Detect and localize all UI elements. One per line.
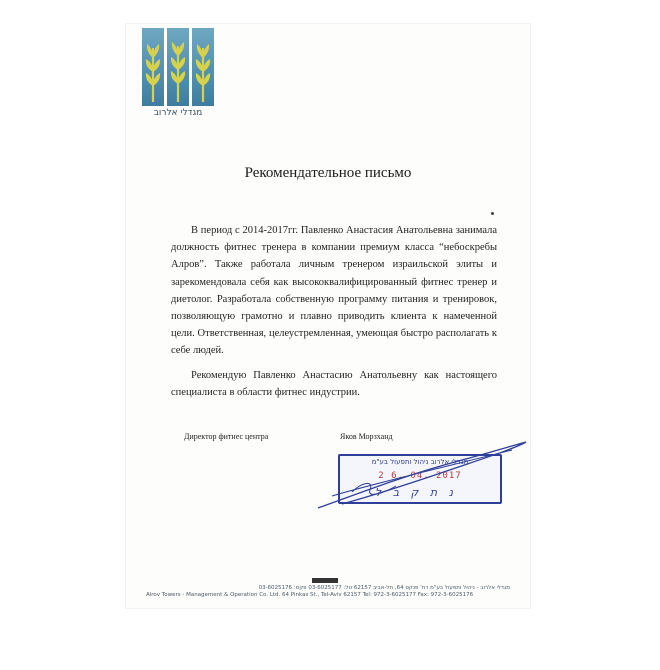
company-logo bbox=[142, 28, 214, 122]
footer-mark bbox=[312, 578, 338, 583]
letter-title: Рекомендательное письмо bbox=[244, 165, 412, 181]
wheat-icon bbox=[167, 28, 189, 106]
handwritten-signature bbox=[312, 436, 536, 516]
letter-paragraph: Рекомендую Павленко Анастасию Анатольевну как настоящего специалиста в области фитнес индустрии. bbox=[171, 369, 497, 398]
logo-caption: מגדלי אלרוב bbox=[153, 108, 203, 118]
stamp-date: 2 6. 04. 2017 bbox=[378, 471, 462, 481]
stamp-received: נ ת ק ב ל bbox=[374, 486, 458, 499]
stamp-area bbox=[312, 436, 536, 516]
footer-english: Alrov Towers - Management & Operation Co. Ltd. 64 Pinkas St., Tel-Aviv 62157 Tel: 972-3-6025177 Fax: 972-3-6025176 bbox=[146, 592, 474, 598]
signatory-position: Директор фитнес центра bbox=[184, 432, 269, 441]
footer-hebrew: מגדלי אלרוב - ניהול ותפעול בע"מ רח' פנקס 64, תל-אביב 62157 טל: 03-6025177 פקס: 03-6025176 bbox=[258, 585, 510, 591]
letter-body bbox=[171, 222, 497, 401]
wheat-icon bbox=[192, 28, 214, 106]
stamp-organization: מגדלי אלרוב ניהול ותפעול בע"מ bbox=[371, 458, 469, 466]
signatory-name: Яков Морзханд bbox=[340, 432, 393, 441]
letter-paragraph: В период с 2014-2017гг. Павленко Анастасия Анатольевна занимала должность фитнес тренера в компании премиум класса “небоскребы Алров”. Также работала личным тренером израильской элиты и зарекомендовала себя как высококвалифицированный фитнес тренер и диетолог. Разработала собственную программу питания и тренировок, позволяющую грамотно и плавно приводить клиента к намеченной цели. Ответственная, целеустремленная, умеющая быстро располагать к себе людей. bbox=[171, 225, 497, 357]
stray-dot bbox=[491, 212, 494, 215]
wheat-icon bbox=[142, 28, 164, 106]
